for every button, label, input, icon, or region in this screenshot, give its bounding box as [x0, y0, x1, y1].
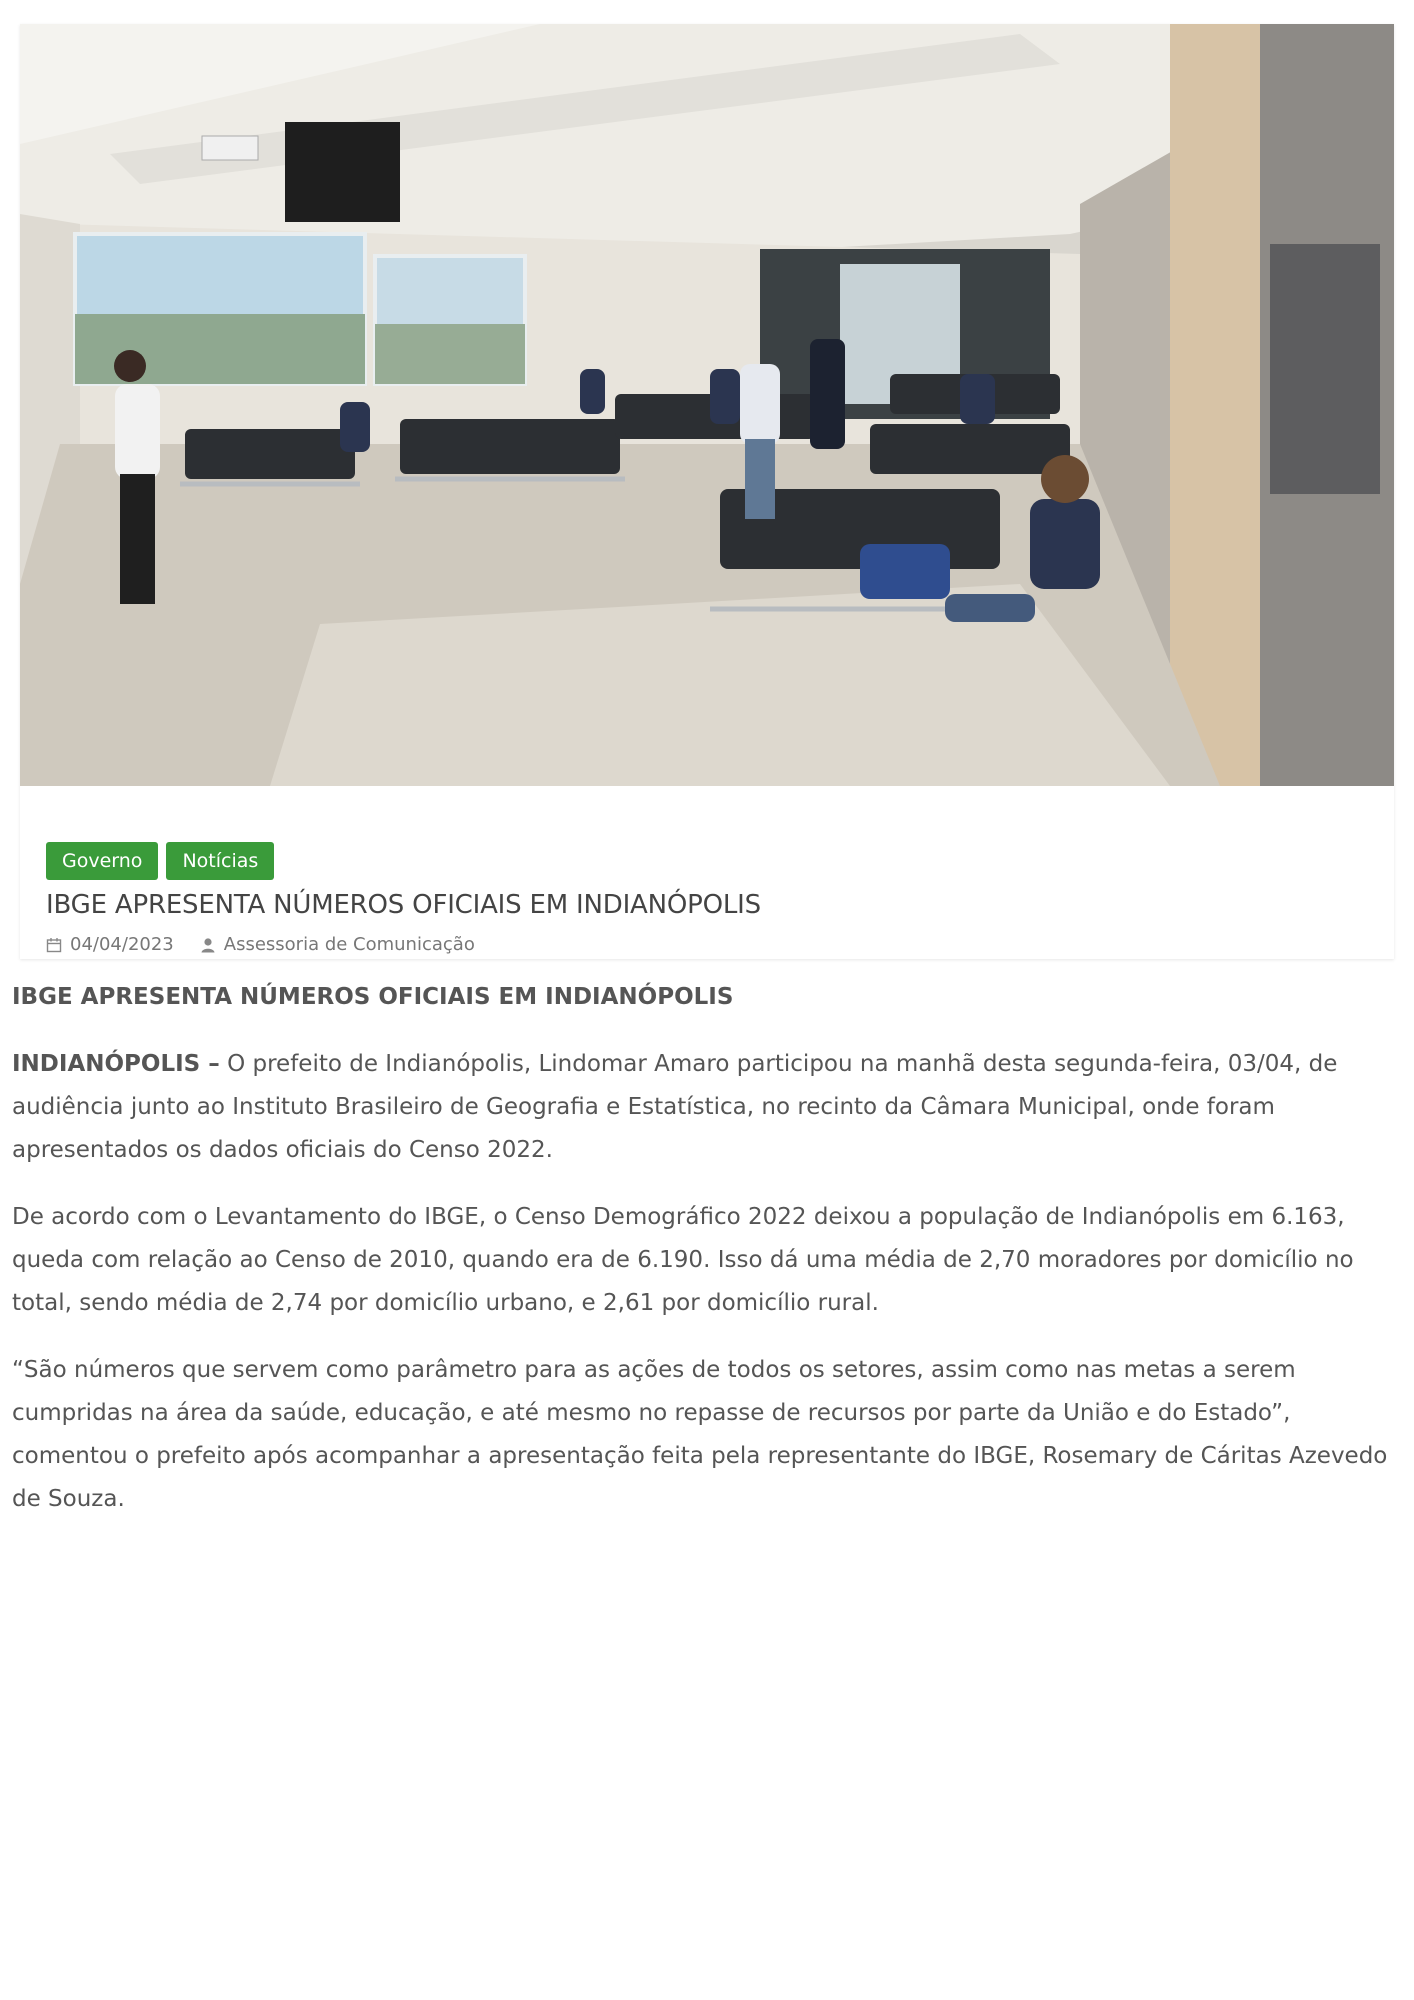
news-photo[interactable] — [20, 24, 1394, 786]
post-meta — [46, 934, 475, 955]
photo-illustration — [20, 24, 1394, 786]
post-author[interactable]: Assessoria de Comunicação — [223, 934, 475, 955]
post-date[interactable]: 04/04/2023 — [70, 934, 174, 955]
user-icon — [200, 937, 216, 953]
calendar-icon — [46, 937, 62, 953]
news-card — [20, 24, 1394, 959]
author-group — [200, 934, 475, 955]
article-content — [12, 976, 1400, 1545]
article-paragraph-1-text: O prefeito de Indianópolis, Lindomar Amaro participou na manhã desta segunda-feira, 03/04, de audiência junto ao Instituto Brasileiro de Geografia e Estatística, no recinto da Câmara Municipal, onde foram apresentados os dados oficiais do Censo 2022. — [12, 1051, 1338, 1163]
article-paragraph-3: “São números que servem como parâmetro para as ações de todos os setores, assim como nas metas a serem cumpridas na área da saúde, educação, e até mesmo no repasse de recursos por parte da União e do Estado”, comentou o prefeito após acompanhar a apresentação feita pela representante do IBGE, Rosemary de Cáritas Azevedo de Souza. — [12, 1357, 1388, 1512]
article-heading: IBGE APRESENTA NÚMEROS OFICIAIS EM INDIANÓPOLIS — [12, 984, 734, 1010]
article-paragraph-2: De acordo com o Levantamento do IBGE, o Censo Demográfico 2022 deixou a população de Indianópolis em 6.163, queda com relação ao Censo de 2010, quando era de 6.190. Isso dá uma média de 2,70 moradores por domicílio no total, sendo média de 2,74 por domicílio urbano, e 2,61 por domicílio rural. — [12, 1204, 1354, 1316]
card-body — [20, 786, 1394, 959]
card-title[interactable]: IBGE APRESENTA NÚMEROS OFICIAIS EM INDIANÓPOLIS — [46, 890, 761, 920]
article-paragraph-1 — [12, 1043, 1400, 1172]
article-lead: INDIANÓPOLIS – — [12, 1051, 220, 1077]
tag-list — [46, 842, 274, 880]
tag-governo[interactable]: Governo — [46, 842, 158, 880]
tag-noticias[interactable]: Notícias — [166, 842, 274, 880]
